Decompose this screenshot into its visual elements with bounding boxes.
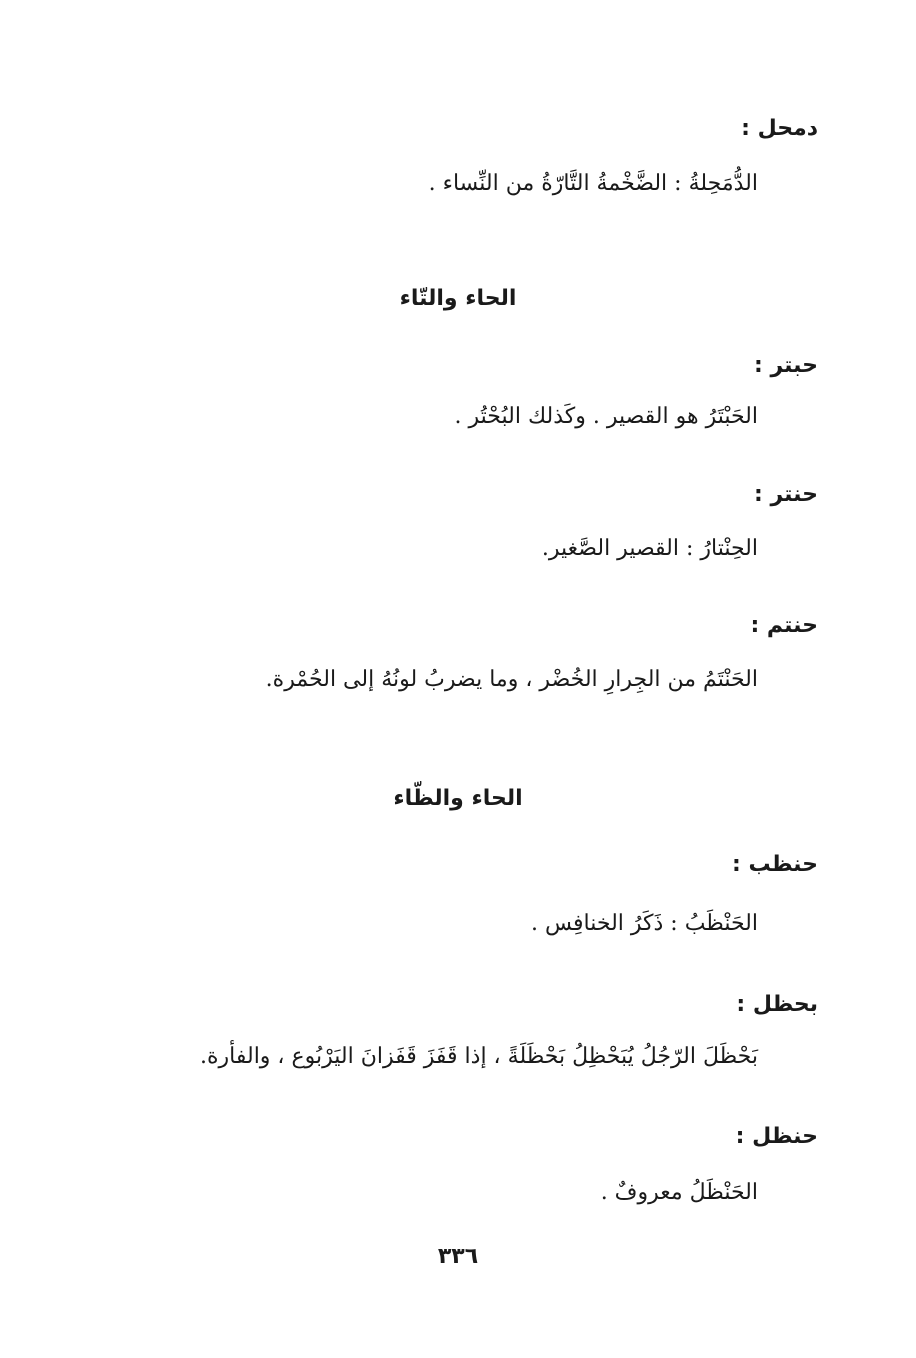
entry-definition: الحَنْظَلُ معروفٌ . bbox=[600, 1180, 758, 1205]
entry-headword: حنظل : bbox=[735, 1124, 818, 1149]
entry-headword: بحظل : bbox=[736, 992, 818, 1017]
page-number: ٣٣٦ bbox=[437, 1244, 479, 1269]
entry-definition: الحِنْتارُ : القصير الصَّغير. bbox=[541, 536, 758, 561]
entry-definition: الحَنْظَبُ : ذَكَرُ الخنافِس . bbox=[530, 911, 758, 936]
entry-definition: الدُّمَحِلةُ : الضَّخْمةُ التَّارّةُ من النِّساء . bbox=[428, 171, 758, 196]
entry-definition: الحَنْتَمُ من الجِرارِ الخُضْر ، وما يضربُ لونُهُ إلى الحُمْرة. bbox=[265, 667, 758, 692]
entry-headword: حنتم : bbox=[750, 613, 818, 638]
entry-headword: حنتر : bbox=[754, 482, 818, 507]
entry-headword: دمحل : bbox=[741, 116, 818, 141]
section-title: الحاء والظّاء bbox=[393, 786, 523, 811]
entry-definition: الحَبْتَرُ هو القصير . وكَذلك البُحْتُر . bbox=[454, 404, 758, 429]
entry-definition: بَحْظَلَ الرّجُلُ يُبَحْظِلُ بَحْظَلَةً ، إذا قَفَزَ قَفَزانَ اليَرْبُوع ، والفأرة. bbox=[200, 1044, 758, 1069]
entry-headword: حبتر : bbox=[754, 353, 818, 378]
entry-headword: حنظب : bbox=[731, 852, 818, 877]
section-title: الحاء والتّاء bbox=[399, 286, 517, 311]
